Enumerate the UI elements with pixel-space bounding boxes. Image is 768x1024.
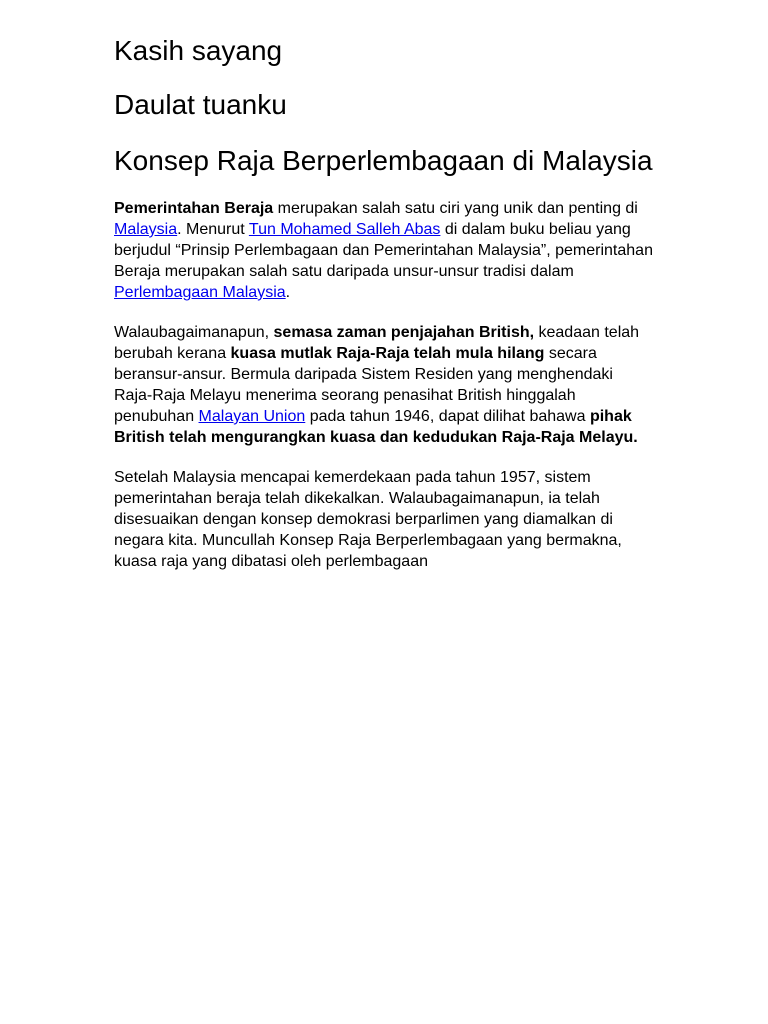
para3-text1: Setelah Malaysia mencapai kemerdekaan pada tahun 1957, sistem pemerintahan beraja telah dikekalkan. Walaubagaimanapun, ia telah disesuaikan dengan konsep demokrasi berparlimen yang diamalkan di negara kita. Muncullah Konsep Raja Berperlembagaan yang bermakna, kuasa raja yang dibatasi oleh perlembagaan	[114, 469, 622, 570]
heading-daulat-tuanku: Daulat tuanku	[114, 89, 287, 120]
paragraph-zaman-penjajahan	[114, 322, 654, 448]
link-malayan-union[interactable]: Malayan Union	[198, 408, 306, 425]
para1-text2: . Menurut	[177, 221, 249, 238]
para2-text3: secara beransur-ansur. Bermula daripada Sistem Residen yang menghendaki Raja-Raja Melayu menerima seorang penasihat British hinggalah penubuhan	[114, 345, 613, 425]
link-tun-mohamed-salleh-abas[interactable]: Tun Mohamed Salleh Abas	[248, 221, 441, 238]
heading-kasih-sayang: Kasih sayang	[114, 35, 283, 66]
para1-text3: di dalam buku beliau yang berjudul “Prinsip Perlembagaan dan Pemerintahan Malaysia”, pemerintahan Beraja merupakan salah satu daripada unsur-unsur tradisi dalam	[114, 221, 653, 280]
paragraph-pemerintahan-beraja	[114, 198, 654, 303]
para1-text4: .	[285, 284, 291, 301]
para2-text2: keadaan telah berubah kerana	[114, 324, 640, 362]
paragraph-kemerdekaan	[114, 467, 654, 572]
para2-text1: Walaubagaimanapun,	[114, 324, 274, 341]
para1-text1: merupakan salah satu ciri yang unik dan penting di	[273, 200, 638, 217]
link-perlembagaan-malaysia[interactable]: Perlembagaan Malaysia	[114, 284, 286, 301]
bold-semasa-zaman-penjajahan: semasa zaman penjajahan British,	[273, 324, 535, 341]
para2-text4: pada tahun 1946, dapat dilihat bahawa	[305, 408, 590, 425]
link-malaysia[interactable]: Malaysia	[114, 221, 178, 238]
document-page	[114, 34, 654, 591]
bold-pemerintahan-beraja: Pemerintahan Beraja	[114, 200, 274, 217]
heading-konsep-raja: Konsep Raja Berperlembagaan di Malaysia	[114, 145, 653, 176]
bold-pihak-british: pihak British telah mengurangkan kuasa dan kedudukan Raja-Raja Melayu.	[114, 408, 638, 446]
bold-kuasa-mutlak: kuasa mutlak Raja-Raja telah mula hilang	[230, 345, 545, 362]
